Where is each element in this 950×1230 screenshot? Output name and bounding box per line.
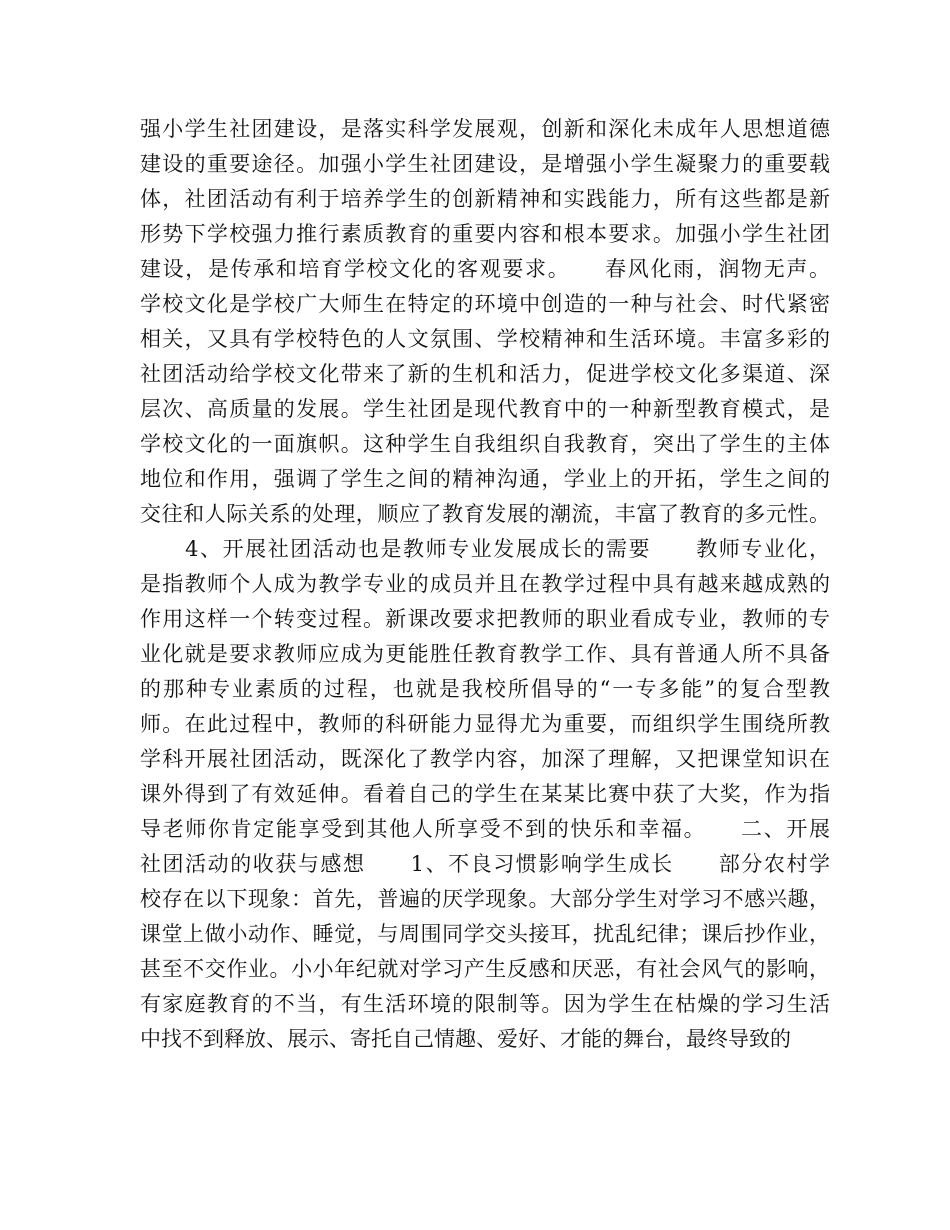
text-line: 地位和作用，强调了学生之间的精神沟通，学业上的开拓，学生之间的 (140, 467, 830, 491)
text-line: 体，社团活动有利于培养学生的创新精神和实践能力，所有这些都是新 (140, 187, 830, 211)
text-line: 甚至不交作业。小小年纪就对学习产生反感和厌恶，有社会风气的影响， (140, 957, 830, 981)
text-line: 业化就是要求教师应成为更能胜任教育教学工作、具有普通人所不具备 (140, 642, 830, 666)
text-line: 校存在以下现象：首先，普遍的厌学现象。大部分学生对学习不感兴趣， (140, 887, 830, 911)
text-line: 社团活动的收获与感想 1、不良习惯影响学生成长 部分农村学 (140, 852, 830, 876)
text-line: 社团活动给学校文化带来了新的生机和活力，促进学校文化多渠道、深 (140, 362, 830, 386)
text-line: 学校文化的一面旗帜。这种学生自我组织自我教育，突出了学生的主体 (140, 432, 830, 456)
text-line: 是指教师个人成为教学专业的成员并且在教学过程中具有越来越成熟的 (140, 572, 830, 596)
text-line: 导老师你肯定能享受到其他人所享受不到的快乐和幸福。 二、开展 (140, 817, 830, 841)
text-line: 层次、高质量的发展。学生社团是现代教育中的一种新型教育模式，是 (140, 397, 830, 421)
text-line: 师。在此过程中，教师的科研能力显得尤为重要，而组织学生围绕所教 (140, 712, 830, 736)
text-line: 作用这样一个转变过程。新课改要求把教师的职业看成专业，教师的专 (140, 607, 830, 631)
text-line: 建设的重要途径。加强小学生社团建设，是增强小学生凝聚力的重要载 (140, 152, 830, 176)
text-line: 形势下学校强力推行素质教育的重要内容和根本要求。加强小学生社团 (140, 222, 830, 246)
text-line: 有家庭教育的不当，有生活环境的限制等。因为学生在枯燥的学习生活 (140, 992, 830, 1016)
text-line: 交往和人际关系的处理，顺应了教育发展的潮流，丰富了教育的多元性。 (140, 502, 830, 526)
body-text (140, 112, 830, 1057)
text-line: 的那种专业素质的过程，也就是我校所倡导的“一专多能”的复合型教 (140, 677, 830, 701)
text-line: 课堂上做小动作、睡觉，与周围同学交头接耳，扰乱纪律；课后抄作业， (140, 922, 830, 946)
text-line: 课外得到了有效延伸。看着自己的学生在某某比赛中获了大奖，作为指 (140, 782, 830, 806)
text-line: 4、开展社团活动也是教师专业发展成长的需要 教师专业化， (140, 537, 830, 561)
text-line: 相关，又具有学校特色的人文氛围、学校精神和生活环境。丰富多彩的 (140, 327, 830, 351)
text-line: 建设，是传承和培育学校文化的客观要求。 春风化雨，润物无声。 (140, 257, 830, 281)
text-line: 中找不到释放、展示、寄托自己情趣、爱好、才能的舞台，最终导致的 (140, 1027, 791, 1051)
text-line: 学校文化是学校广大师生在特定的环境中创造的一种与社会、时代紧密 (140, 292, 830, 316)
text-line: 强小学生社团建设，是落实科学发展观，创新和深化未成年人思想道德 (140, 117, 830, 141)
text-line: 学科开展社团活动，既深化了教学内容，加深了理解，又把课堂知识在 (140, 747, 830, 771)
